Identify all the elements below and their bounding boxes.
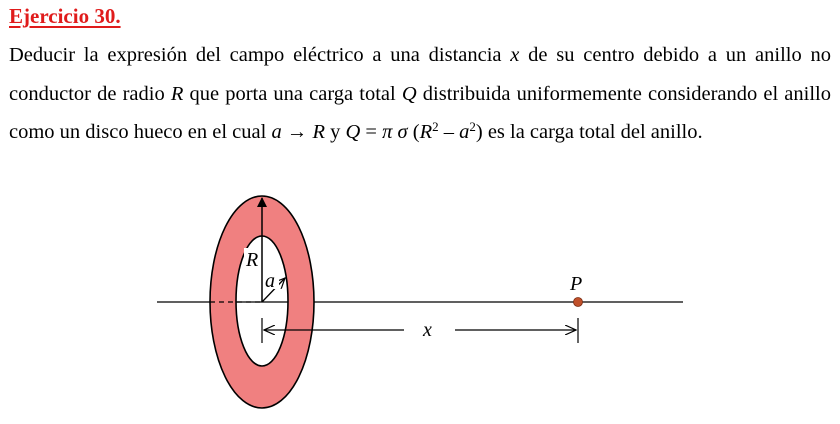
- label-R: R: [246, 249, 259, 271]
- label-P: P: [570, 273, 583, 295]
- statement-text: que porta una carga total: [183, 82, 402, 105]
- label-x: x: [423, 319, 432, 341]
- arrow-symbol: →: [281, 121, 313, 143]
- problem-statement: Deducir la expresión del campo eléctrico a una distancia x de su centro debido a un anillo no conductor de radio R que porta una carga total Q distribuida uniformemente considerando el anillo como un disco hueco en el cual a → R y Q = π σ $(R^2 - a^2)$ es la carga total del anillo.: [9, 44, 831, 143]
- var-a: a: [459, 121, 470, 143]
- statement-text: es la carga: [482, 121, 574, 143]
- point-P: [574, 298, 583, 307]
- statement-text: total del anillo.: [579, 121, 703, 143]
- equals-symbol: =: [360, 121, 383, 143]
- statement-text: distribuida uniformemente: [416, 82, 642, 105]
- statement-text: considerando el anillo como un disco hueco en el cual: [9, 82, 831, 143]
- var-R: R: [419, 121, 433, 143]
- var-a: a: [271, 121, 282, 143]
- pi-symbol: π: [382, 121, 393, 143]
- sigma-symbol: σ: [397, 121, 408, 143]
- var-Q: Q: [345, 121, 361, 143]
- var-R: R: [312, 121, 325, 143]
- label-a: a: [265, 270, 275, 292]
- var-x: x: [510, 44, 520, 66]
- exercise-title: Ejercicio 30.: [9, 4, 121, 28]
- exponent: 2: [432, 119, 439, 134]
- exponent: 2: [469, 119, 476, 134]
- statement-text: Deducir la expresión del campo eléctrico a una distancia: [9, 44, 511, 66]
- statement-text: y: [324, 121, 346, 143]
- var-Q: Q: [401, 82, 417, 105]
- statement-text: no conductor de radio: [9, 44, 831, 105]
- statement-text: de su centro debido a un anillo: [519, 44, 802, 66]
- var-R: R: [170, 82, 184, 105]
